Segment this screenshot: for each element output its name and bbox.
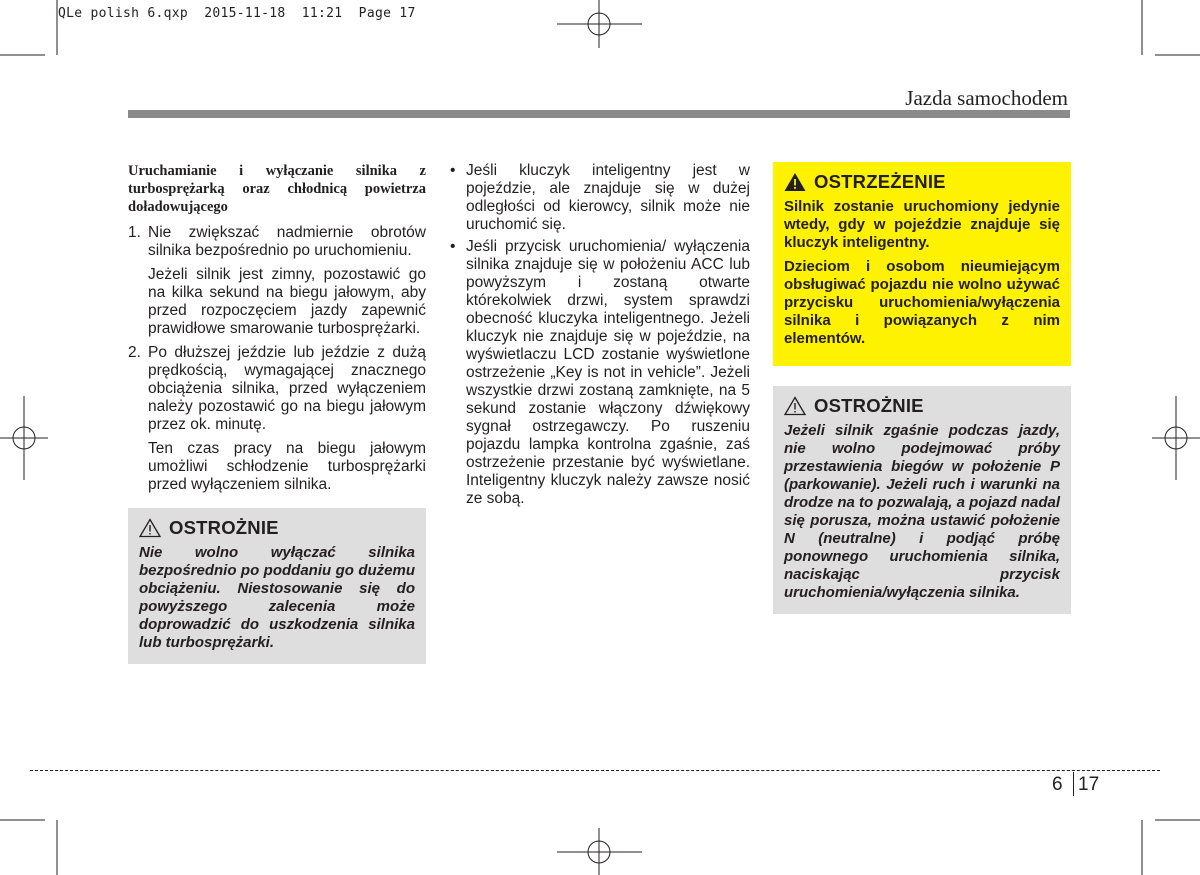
- warning-paragraph: Silnik zostanie uruchomiony jedynie wtedy, gdy w pojeździe znajduje się kluczyk inteligentny.: [784, 198, 1060, 251]
- warning-body: [784, 198, 1060, 348]
- column-middle: [450, 162, 750, 512]
- column-right: [773, 162, 1071, 614]
- bullet-item-1: [450, 162, 750, 234]
- footer-dashed-rule: [30, 770, 1160, 771]
- warning-box: [773, 162, 1071, 366]
- caution-title: [784, 396, 1060, 416]
- section-title: Jazda samochodem: [905, 86, 1068, 110]
- caution-title-text: OSTROŻNIE: [814, 395, 924, 416]
- bullet-glyph: •: [450, 238, 456, 255]
- warning-paragraph: Dzieciom i osobom nieumiejącym obsługiwać pojazdu nie wolno używać przycisku uruchomienia/wyłączenia silnika i powiązanych z nim elementów.: [784, 258, 1060, 347]
- registration-mark-left: [0, 396, 48, 480]
- registration-mark-right: [1152, 396, 1200, 480]
- caution-box: [128, 508, 426, 664]
- page-number: 17: [1078, 774, 1100, 795]
- item-number: 1.: [128, 224, 141, 241]
- warning-triangle-icon: [139, 518, 161, 538]
- chapter-number: 6: [1052, 774, 1063, 795]
- warning-triangle-icon: [784, 396, 806, 416]
- item-paragraph: Ten czas pracy na biegu jałowym umożliwi schłodzenie turbosprężarki przed wyłączeniem silnika.: [148, 440, 426, 493]
- bullet-item-2: [450, 238, 750, 508]
- section-heading: Uruchamianie i wyłączanie silnika z turbosprężarką oraz chłodnicą powietrza doładowującego: [128, 163, 426, 215]
- registration-mark-top: [557, 0, 642, 48]
- header-rule: [128, 110, 1070, 118]
- caution-text: Nie wolno wyłączać silnika bezpośrednio po poddaniu go dużemu obciążeniu. Niestosowanie się do powyższego zalecenia może doprowadzić do uszkodzenia silnika lub turbosprężarki.: [139, 544, 415, 651]
- caution-box: [773, 386, 1071, 614]
- item-text: Po dłuższej jeździe lub jeździe z dużą prędkością, wymagającej znacznego obciążenia silnika, przed wyłączeniem należy pozostawić go na biegu jałowym przez ok. minutę.: [148, 344, 426, 433]
- item-text: Nie zwiększać nadmiernie obrotów silnika bezpośrednio po uruchomieniu.: [148, 224, 426, 259]
- column-left: [128, 162, 426, 664]
- warning-title-text: OSTRZEŻENIE: [814, 171, 946, 192]
- bullet-text: Jeśli kluczyk inteligentny jest w pojeździe, ale znajduje się w dużej odległości od kierowcy, silnik może nie uruchomić się.: [466, 162, 750, 233]
- caution-text: Jeżeli silnik zgaśnie podczas jazdy, nie wolno podejmować próby przestawienia biegów w położenie P (parkowanie). Jeżeli ruch i warunki na drodze na to pozwalają, a pojazd nadal się porusza, można ustawić położenie N (neutralne) i podjąć próbę ponownego uruchomienia silnika, naciskając przycisk uruchomienia/wyłączenia silnika.: [784, 422, 1060, 601]
- warning-triangle-filled-icon: [784, 172, 806, 192]
- numbered-item-2: [128, 344, 426, 434]
- page-number-separator: [1073, 772, 1074, 796]
- bullet-glyph: •: [450, 162, 456, 179]
- item-paragraph: Jeżeli silnik jest zimny, pozostawić go na kilka sekund na biegu jałowym, aby przed rozpoczęciem jazdy zapewnić prawidłowe smarowanie turbosprężarki.: [148, 266, 426, 337]
- item-number: 2.: [128, 344, 141, 361]
- print-slug: QLe polish 6.qxp 2015-11-18 11:21 Page 17: [58, 6, 416, 21]
- bullet-text: Jeśli przycisk uruchomienia/ wyłączenia silnika znajduje się w położeniu ACC lub powyższym i zostaną otwarte którekolwiek drzwi, system sprawdzi obecność kluczyka inteligentnego. Jeżeli kluczyk nie znajduje się w pojeździe, na wyświetlaczu LCD zostanie wyświetlone ostrzeżenie „Key is not in vehicle”. Jeżeli wszystkie drzwi zostaną zamknięte, na 5 sekund zostanie włączony dźwiękowy sygnał ostrzegawczy. Po ruszeniu pojazdu lampka kontrolna zgaśnie, zaś ostrzeżenie przestanie być wyświetlane. Inteligentny kluczyk należy zawsze nosić ze sobą.: [466, 238, 750, 507]
- caution-title: [139, 518, 415, 538]
- caution-title-text: OSTROŻNIE: [169, 517, 279, 538]
- numbered-item-1: [128, 224, 426, 260]
- registration-mark-bottom: [557, 828, 642, 875]
- warning-title: [784, 172, 1060, 192]
